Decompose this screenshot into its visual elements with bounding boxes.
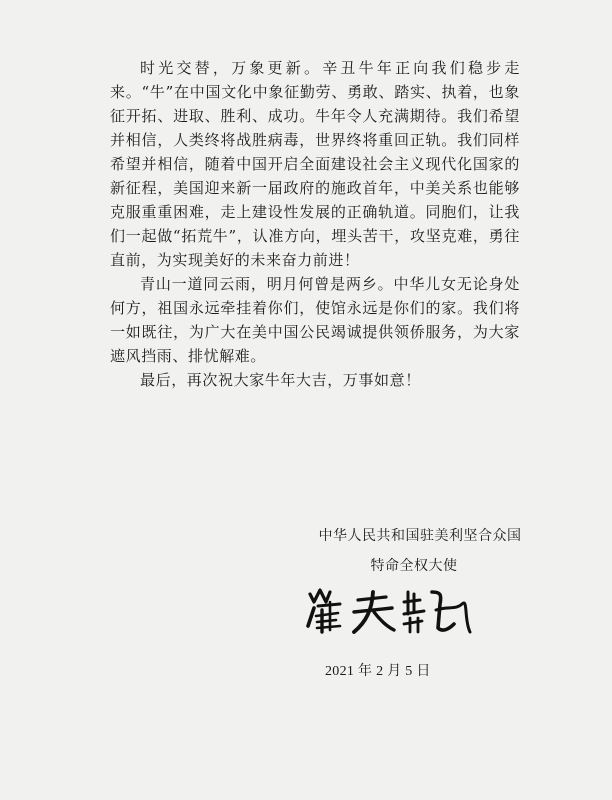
handwritten-signature [300,580,480,640]
paragraph-new-year: 时光交替，万象更新。辛丑牛年正向我们稳步走来。“牛”在中国文化中象征勤劳、勇敢、踏实、执着，也象征开拓、进取、胜利、成功。牛年令人充满期待。我们希望并相信，人类终将战胜病毒，世界终将重回正轨。我们同样希望并相信，随着中国开启全面建设社会主义现代化国家的新征程，美国迎来新一届政府的施政首年，中美关系也能够克服重重困难，走上建设性发展的正确轨道。同胞们，让我们一起做“拓荒牛”，认准方向，埋头苦干，攻坚克难，勇往直前，为实现美好的未来奋力前进！ [110,59,520,269]
paragraph-homeland: 青山一道同云雨，明月何曾是两乡。中华儿女无论身处何方，祖国永远牵挂着你们，使馆永远是你们的家。我们将一如既往，为广大在美中国公民竭诚提供领侨服务，为大家遮风挡雨、排忧解难。 [110,275,520,365]
signature-icon [300,580,480,640]
ambassador-title: 特命全权大使 [370,558,458,574]
signature-block [290,521,550,581]
letter-date: 2021 年 2 月 5 日 [325,664,431,679]
paragraph-closing-wish: 最后，再次祝大家牛年大吉，万事如意！ [140,371,421,389]
letter-body [110,56,520,392]
embassy-organization: 中华人民共和国驻美利坚合众国 [318,528,522,544]
